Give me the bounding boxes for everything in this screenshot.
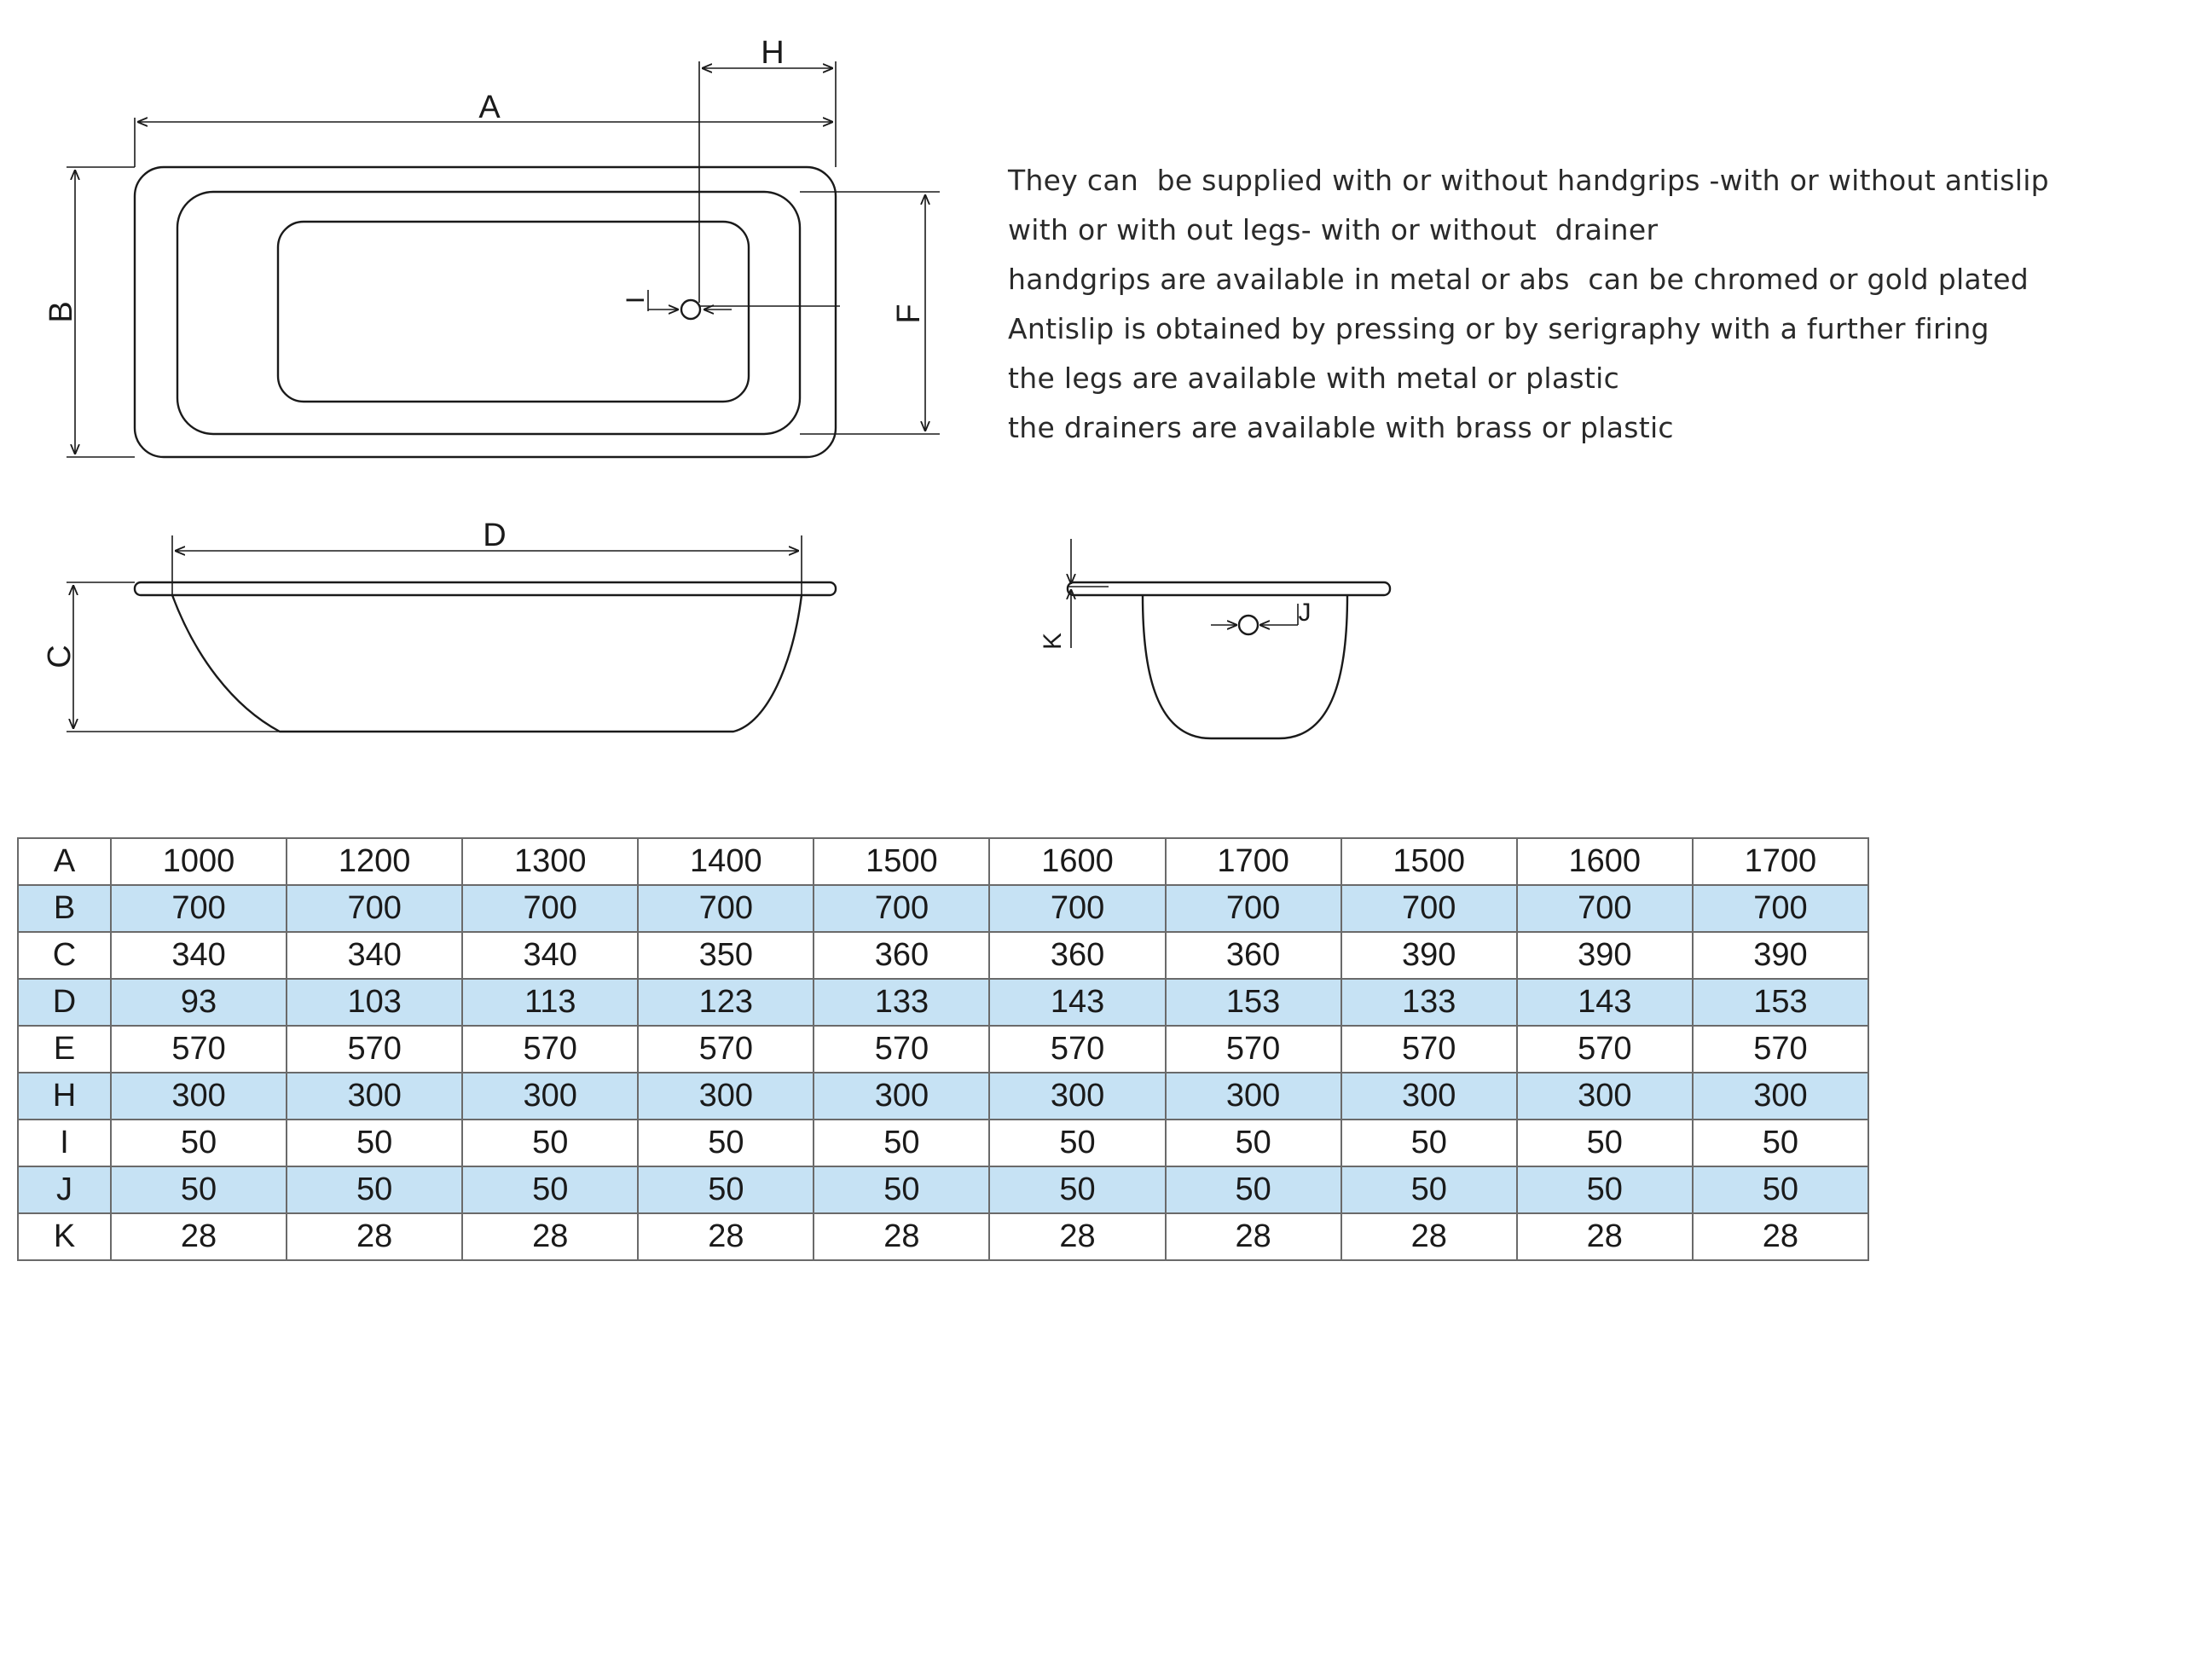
value-cell: 50 — [1341, 1166, 1517, 1213]
value-cell: 50 — [1517, 1166, 1693, 1213]
row-key-cell: H — [18, 1073, 111, 1120]
value-cell: 700 — [1517, 885, 1693, 932]
value-cell: 28 — [1341, 1213, 1517, 1260]
value-cell: 103 — [287, 979, 462, 1026]
value-cell: 153 — [1166, 979, 1341, 1026]
value-cell: 300 — [814, 1073, 989, 1120]
value-cell: 1600 — [1517, 838, 1693, 885]
end-drain-circle — [1239, 616, 1258, 634]
value-cell: 50 — [989, 1166, 1165, 1213]
value-cell: 1700 — [1166, 838, 1341, 885]
value-cell: 300 — [1517, 1073, 1693, 1120]
row-key-cell: B — [18, 885, 111, 932]
row-key-cell: D — [18, 979, 111, 1026]
table-row — [18, 932, 1868, 979]
value-cell: 28 — [1166, 1213, 1341, 1260]
tub-basin-bottom — [278, 222, 749, 402]
value-cell: 28 — [814, 1213, 989, 1260]
end-view — [1068, 539, 1390, 738]
value-cell: 390 — [1693, 932, 1868, 979]
label-d: D — [483, 518, 507, 553]
value-cell: 390 — [1341, 932, 1517, 979]
label-k: K — [1039, 632, 1067, 651]
table-row — [18, 1073, 1868, 1120]
value-cell: 133 — [814, 979, 989, 1026]
value-cell: 570 — [287, 1026, 462, 1073]
value-cell: 50 — [814, 1120, 989, 1166]
value-cell: 340 — [111, 932, 287, 979]
value-cell: 50 — [1693, 1120, 1868, 1166]
value-cell: 300 — [1166, 1073, 1341, 1120]
label-c: C — [42, 645, 78, 668]
value-cell: 1300 — [462, 838, 638, 885]
table-row — [18, 979, 1868, 1026]
row-key-cell: K — [18, 1213, 111, 1260]
value-cell: 700 — [638, 885, 814, 932]
value-cell: 28 — [287, 1213, 462, 1260]
value-cell: 570 — [462, 1026, 638, 1073]
end-rim — [1068, 582, 1390, 595]
value-cell: 50 — [638, 1166, 814, 1213]
row-key-cell: C — [18, 932, 111, 979]
value-cell: 700 — [462, 885, 638, 932]
value-cell: 50 — [111, 1120, 287, 1166]
table-row — [18, 885, 1868, 932]
value-cell: 360 — [1166, 932, 1341, 979]
table-row — [18, 1026, 1868, 1073]
note-line: Antislip is obtained by pressing or by serigraphy with a further firing — [1008, 312, 1989, 345]
tub-outer-rim — [135, 167, 836, 457]
value-cell: 570 — [814, 1026, 989, 1073]
value-cell: 93 — [111, 979, 287, 1026]
value-cell: 50 — [462, 1120, 638, 1166]
value-cell: 28 — [638, 1213, 814, 1260]
label-a: A — [478, 90, 501, 125]
note-line: handgrips are available in metal or abs can be chromed or gold plated — [1008, 263, 2030, 296]
value-cell: 700 — [1341, 885, 1517, 932]
note-line: the drainers are available with brass or plastic — [1008, 411, 1674, 444]
value-cell: 28 — [111, 1213, 287, 1260]
value-cell: 300 — [638, 1073, 814, 1120]
value-cell: 123 — [638, 979, 814, 1026]
value-cell: 50 — [1517, 1120, 1693, 1166]
table-row — [18, 1166, 1868, 1213]
value-cell: 360 — [814, 932, 989, 979]
row-key-cell: E — [18, 1026, 111, 1073]
value-cell: 700 — [1166, 885, 1341, 932]
table-row — [18, 1213, 1868, 1260]
value-cell: 390 — [1517, 932, 1693, 979]
value-cell: 50 — [638, 1120, 814, 1166]
value-cell: 700 — [814, 885, 989, 932]
value-cell: 50 — [111, 1166, 287, 1213]
side-view — [67, 535, 836, 732]
value-cell: 700 — [111, 885, 287, 932]
value-cell: 570 — [989, 1026, 1165, 1073]
value-cell: 570 — [1166, 1026, 1341, 1073]
value-cell: 300 — [462, 1073, 638, 1120]
label-j: J — [1298, 599, 1312, 627]
value-cell: 28 — [989, 1213, 1165, 1260]
table-row — [18, 1120, 1868, 1166]
label-b: B — [43, 301, 79, 323]
value-cell: 300 — [1693, 1073, 1868, 1120]
value-cell: 50 — [1693, 1166, 1868, 1213]
tub-inner-rim — [177, 192, 800, 434]
drain-circle — [681, 300, 700, 319]
value-cell: 28 — [1517, 1213, 1693, 1260]
value-cell: 570 — [1693, 1026, 1868, 1073]
value-cell: 360 — [989, 932, 1165, 979]
value-cell: 50 — [814, 1166, 989, 1213]
side-rim — [135, 582, 836, 595]
value-cell: 700 — [989, 885, 1165, 932]
value-cell: 300 — [287, 1073, 462, 1120]
value-cell: 1200 — [287, 838, 462, 885]
value-cell: 113 — [462, 979, 638, 1026]
value-cell: 570 — [1517, 1026, 1693, 1073]
value-cell: 50 — [1166, 1120, 1341, 1166]
label-i: I — [622, 296, 650, 304]
side-body — [172, 595, 802, 732]
note-line: They can be supplied with or without handgrips -with or without antislip — [1008, 164, 2049, 197]
label-h: H — [761, 35, 785, 71]
value-cell: 1000 — [111, 838, 287, 885]
row-key-cell: A — [18, 838, 111, 885]
value-cell: 1500 — [814, 838, 989, 885]
note-line: the legs are available with metal or plastic — [1008, 362, 1620, 395]
value-cell: 700 — [287, 885, 462, 932]
value-cell: 300 — [111, 1073, 287, 1120]
value-cell: 28 — [1693, 1213, 1868, 1260]
value-cell: 133 — [1341, 979, 1517, 1026]
value-cell: 28 — [462, 1213, 638, 1260]
value-cell: 143 — [989, 979, 1165, 1026]
value-cell: 50 — [287, 1166, 462, 1213]
value-cell: 300 — [989, 1073, 1165, 1120]
value-cell: 1500 — [1341, 838, 1517, 885]
product-notes — [1008, 156, 2049, 453]
value-cell: 300 — [1341, 1073, 1517, 1120]
value-cell: 50 — [462, 1166, 638, 1213]
note-line: with or with out legs- with or without drainer — [1008, 213, 1659, 246]
label-f: F — [891, 304, 927, 324]
value-cell: 153 — [1693, 979, 1868, 1026]
value-cell: 340 — [287, 932, 462, 979]
table-row — [18, 838, 1868, 885]
value-cell: 50 — [1341, 1120, 1517, 1166]
value-cell: 50 — [989, 1120, 1165, 1166]
row-key-cell: I — [18, 1120, 111, 1166]
value-cell: 570 — [1341, 1026, 1517, 1073]
value-cell: 700 — [1693, 885, 1868, 932]
value-cell: 143 — [1517, 979, 1693, 1026]
value-cell: 50 — [287, 1120, 462, 1166]
top-view — [67, 61, 940, 457]
value-cell: 1600 — [989, 838, 1165, 885]
value-cell: 350 — [638, 932, 814, 979]
value-cell: 1400 — [638, 838, 814, 885]
value-cell: 570 — [111, 1026, 287, 1073]
value-cell: 1700 — [1693, 838, 1868, 885]
value-cell: 570 — [638, 1026, 814, 1073]
dimensions-table — [17, 837, 1869, 1261]
value-cell: 340 — [462, 932, 638, 979]
row-key-cell: J — [18, 1166, 111, 1213]
value-cell: 50 — [1166, 1166, 1341, 1213]
